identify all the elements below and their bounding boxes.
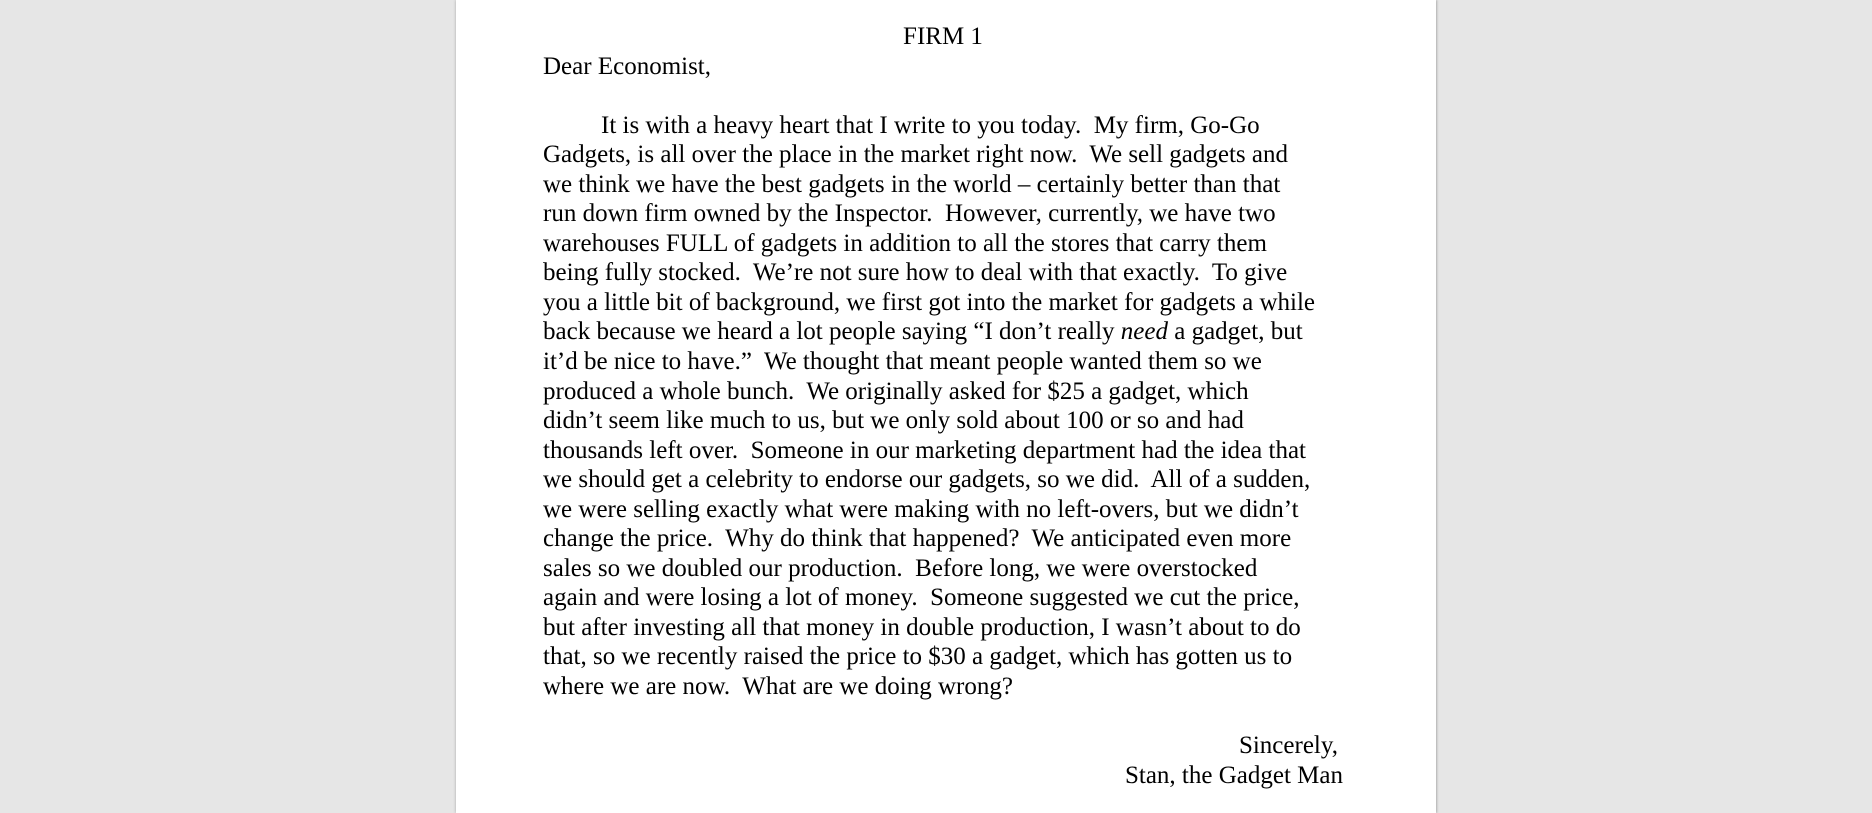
letter-closing — [543, 731, 1343, 790]
body-line: Gadgets, is all over the place in the market right now. We sell gadgets and — [543, 141, 1288, 169]
body-line: where we are now. What are we doing wrong? — [543, 673, 1013, 701]
body-line: it’d be nice to have.” We thought that meant people wanted them so we — [543, 348, 1262, 376]
body-line: again and were losing a lot of money. Someone suggested we cut the price, — [543, 584, 1300, 612]
signature: Stan, the Gadget Man — [1124, 761, 1343, 789]
salutation: Dear Economist, — [543, 52, 712, 80]
body-line: warehouses FULL of gadgets in addition to all the stores that carry them — [543, 229, 1267, 257]
paragraph-spacer — [543, 81, 1343, 111]
body-line: It is with a heavy heart that I write to you today. My firm, Go-Go — [601, 111, 1260, 139]
body-line: didn’t seem like much to us, but we only sold about 100 or so and had — [543, 407, 1244, 435]
body-line: but after investing all that money in double production, I wasn’t about to do — [543, 613, 1301, 641]
letter-title: FIRM 1 — [903, 23, 983, 50]
letter-body — [543, 111, 1343, 702]
body-line: change the price. Why do think that happened? We anticipated even more — [543, 525, 1292, 553]
body-line: being fully stocked. We’re not sure how to deal with that exactly. To give — [543, 259, 1288, 287]
body-line: produced a whole bunch. We originally asked for $25 a gadget, which — [543, 377, 1249, 405]
body-line: we were selling exactly what were making with no left-overs, but we didn’t — [543, 495, 1299, 523]
body-line: that, so we recently raised the price to $30 a gadget, which has gotten us to — [543, 643, 1293, 671]
body-line: run down firm owned by the Inspector. However, currently, we have two — [543, 200, 1276, 228]
body-line: sales so we doubled our production. Before long, we were overstocked — [543, 554, 1258, 582]
closing-spacer — [543, 702, 1343, 732]
letter-content — [543, 22, 1343, 790]
document-page — [456, 0, 1436, 813]
body-text-segment: a gadget, but — [1167, 318, 1303, 346]
body-line: you a little bit of background, we first got into the market for gadgets a while — [543, 288, 1316, 316]
closing-phrase: Sincerely, — [1238, 732, 1338, 760]
body-text-segment: back because we heard a lot people saying “I don’t really — [543, 318, 1121, 346]
body-line — [543, 317, 1343, 347]
emphasized-word: need — [1120, 318, 1168, 346]
body-line: we should get a celebrity to endorse our gadgets, so we did. All of a sudden, — [543, 466, 1311, 494]
body-line: thousands left over. Someone in our marketing department had the idea that — [543, 436, 1306, 464]
body-line: we think we have the best gadgets in the world – certainly better than that — [543, 170, 1281, 198]
